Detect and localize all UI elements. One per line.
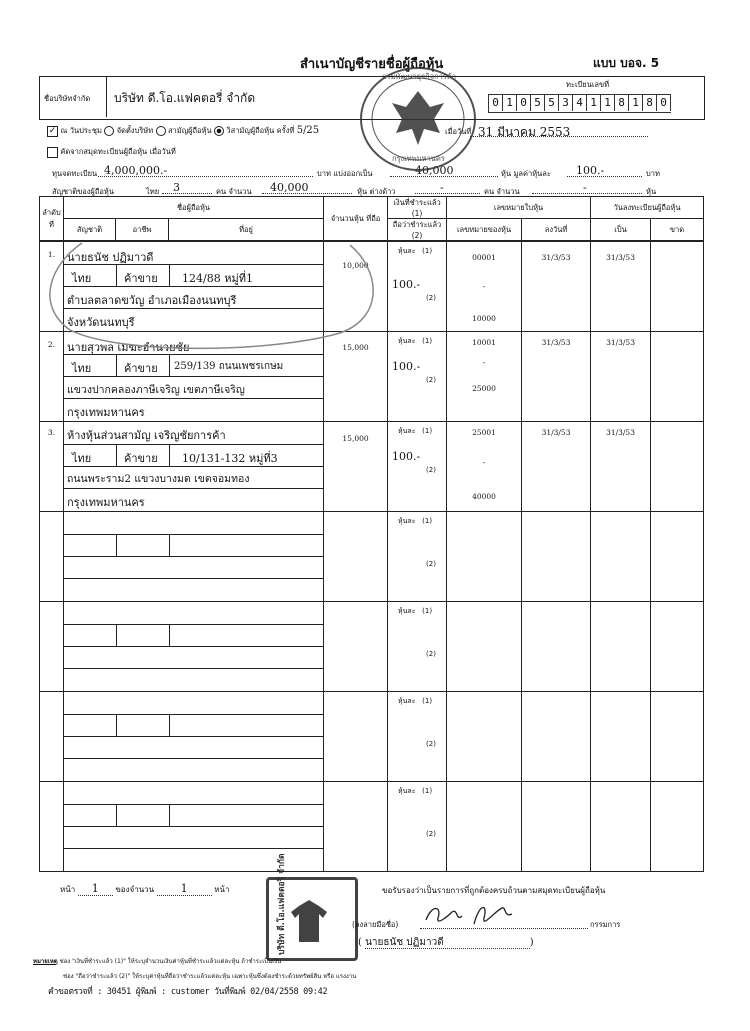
company-stamp: บริษัท ดี.โอ.แฟคตอรี่ จำกัด (266, 877, 358, 961)
copy-from-row: คัดจากสมุดทะเบียนผู้ถือหุ้น เมื่อวันที่ (47, 146, 176, 158)
company-name-label: ชื่อบริษัทจำกัด (44, 94, 91, 103)
meeting-count: 5/25 (296, 125, 320, 136)
meeting-date-label: เมื่อวันที่ (445, 127, 472, 136)
par-value: 100.- (576, 164, 605, 177)
total-shares: 40,000 (415, 164, 454, 177)
reg-digit: 8 (643, 95, 657, 111)
reg-digit: 1 (587, 95, 601, 111)
table-row: หุ้นละ (1) (2) (40, 511, 704, 601)
reg-digit: 8 (615, 95, 629, 111)
company-name: บริษัท ดี.โอ.แฟคตอรี่ จำกัด (114, 91, 256, 105)
col-header-no: ลำดับ ที่ (40, 197, 64, 242)
reg-digit: 0 (489, 95, 503, 111)
handdrawn-oval (30, 225, 390, 355)
ministry-stamp-ring-text: กรมพัฒนาธุรกิจการค้า (382, 72, 457, 81)
on-meeting-checkbox: ✓ (48, 125, 57, 136)
reg-digit: 1 (601, 95, 615, 111)
thai-share-count: 40,000 (270, 181, 309, 194)
table-row: 2. นายสุวพล เมฆะอำนวยชัย ไทย ค้าขาย 259/139 ถนนเพชรเกษม แขวงปากคลองภาษีเจริญ เขตภาษีเจริญ กรุงเทพมหานคร 15,000 หุ้นละ (1) 100.- (2) 10001 - 25000 31/3/53 31/3/53 (40, 331, 704, 421)
shares-held: 15,000 (342, 342, 369, 352)
table-row: หุ้นละ (1) (2) (40, 601, 704, 691)
signature-scribble (418, 898, 528, 930)
reg-digit: 0 (657, 95, 671, 111)
reg-digit: 1 (629, 95, 643, 111)
request-line: คำขอตรวจที่ : 30451 ผู้พิมพ์ : customer วันที่พิมพ์ 02/04/2558 09:42 (48, 987, 328, 997)
form-title: สำเนาบัญชีรายชื่อผู้ถือหุ้น (300, 57, 444, 72)
form-code: แบบ บอจ. 5 (593, 56, 660, 70)
reg-digit: 3 (559, 95, 573, 111)
ministry-stamp (360, 67, 476, 171)
table-row: หุ้นละ (1) (2) (40, 781, 704, 871)
col-header-holder: ชื่อผู้ถือหุ้น (64, 197, 324, 219)
note-block: หมายเหตุ ช่อง "เงินที่ชำระแล้ว (1)" ให้ระบุจำนวนเงินค่าหุ้นที่ชำระแล้วแต่ละหุ้น ถ้าชำระเป็นเงิน ช่อง "ถือว่าชำระแล้ว (2)" ให้ระบุค่าหุ้นที่ถือว่าชำระแล้วแต่ละหุ้น เฉพาะหุ้นซึ่งต้องชำระด้วยทรัพย์สิน หรือ แรงงาน (33, 958, 357, 980)
radio-ordinary (156, 126, 166, 136)
director-label: กรรมการ (590, 920, 621, 929)
col-header-certs: เลขหมายใบหุ้น (447, 197, 591, 219)
table-row: 1. นายธนัช ปฏิมาวดี ไทย ค้าขาย 124/88 หมู่ที่1 ตำบลตลาดขวัญ อำเภอเมืองนนทบุรี จังหวัดนนทบุรี 10,000 หุ้นละ (1) 100.- (2) 00001 - 10000 31/3/53 31/3/53 (40, 241, 704, 331)
shirt-logo-icon (291, 900, 327, 942)
table-row: 3. ห้างหุ้นส่วนสามัญ เจริญชัยการค้า ไทย ค้าขาย 10/131-132 หมู่ที่3 ถนนพระราม2 แขวงบางมด เขตจอมทอง กรุงเทพมหานคร 15,000 หุ้นละ (1) 100.- (2) 25001 - 40000 31/3/53 31/3/53 (40, 421, 704, 511)
col-header-register: วันลงทะเบียนผู้ถือหุ้น (591, 197, 704, 219)
col-header-paid: เงินที่ชำระแล้ว (1) (388, 197, 447, 219)
reg-digit: 5 (531, 95, 545, 111)
signer-name: ( นายธนัช ปฏิมาวดี ) (358, 937, 534, 948)
ministry-stamp-bottom-text: กรุงเทพมหานคร (392, 154, 445, 163)
meeting-options: ✓ ณ วันประชุม จัดตั้งบริษัท สามัญผู้ถือหุ้น วิสามัญผู้ถือหุ้น ครั้งที่ 5/25 (48, 125, 320, 136)
shareholder-table: ลำดับ ที่ ชื่อผู้ถือหุ้น จำนวนหุ้น ที่ถือ เงินที่ชำระแล้ว (1) เลขหมายใบหุ้น วันลงทะเบียนผู้ถือหุ้น สัญชาติ อาชีพ ที่อยู่ ถือว่าชำระแล้ว (2) เลขหมายของหุ้น ลงวันที่ เป็น ขาด 1. นายธนัช ปฏิมาวดี ไทย ค้าขาย 124/88 หมู่ที่1 ตำบลตลาดขวัญ อำเภอเมืองนนทบุรี จังหวัดนนทบุรี 10,000 หุ้นละ (1) 100.- (2) 00001 - 10000 31/3/53 31/3/53 2. นายสุวพล เมฆะอำนวยชัย ไทย ค้าขาย 259/139 ถนนเพชรเกษม แขวงปากคลองภาษีเจริญ เขตภาษีเจริญ กรุงเทพมหานคร 15,000 หุ้นละ (1) 100.- (2) 10001 - 25000 31/3/53 31/3/53 3. ห้างหุ้นส่วนสามัญ เจริญชัยการค้า ไทย ค้าขาย 10/131-132 หมู่ที่3 ถนนพระราม2 แขวงบางมด เขตจอมทอง กรุงเทพมหานคร 15,000 หุ้นละ (1) 100.- (2) 25001 - 40000 31/3/53 31/3/53 หุ้นละ (1) (2) หุ้นละ (1) (2) หุ้นละ (1) (2) หุ้นละ (1) (2) (39, 196, 704, 872)
copy-from-checkbox (47, 147, 58, 158)
shares-held: 15,000 (342, 433, 369, 443)
holder-name: นายธนัช ปฏิมาวดี (67, 251, 154, 264)
shares-held: 10,000 (342, 261, 369, 270)
meeting-date: 31 มีนาคม 2553 (478, 125, 571, 139)
thai-holder-count: 3 (173, 181, 180, 194)
table-row: หุ้นละ (1) (2) (40, 691, 704, 781)
certify-text: ขอรับรองว่าเป็นรายการที่ถูกต้องครบถ้วนตามสมุดทะเบียนผู้ถือหุ้น (382, 886, 606, 895)
reg-no-boxes (488, 94, 671, 113)
sign-label: (ลงลายมือชื่อ) (352, 920, 399, 929)
garuda-emblem-icon (392, 91, 444, 145)
radio-extraordinary (214, 126, 224, 136)
registered-capital: 4,000,000.- (104, 164, 168, 177)
radio-establish (104, 126, 114, 136)
page-count: หน้า 1 ของจำนวน 1 หน้า (60, 882, 230, 895)
reg-digit: 4 (573, 95, 587, 111)
holder-name: ห้างหุ้นส่วนสามัญ เจริญชัยการค้า (67, 428, 226, 442)
reg-digit: 0 (517, 95, 531, 111)
holder-name: นายสุวพล เมฆะอำนวยชัย (67, 340, 190, 354)
col-header-shares: จำนวนหุ้น ที่ถือ (324, 197, 388, 242)
reg-digit: 5 (545, 95, 559, 111)
reg-no-label: ทะเบียนเลขที่ (566, 80, 610, 89)
reg-digit: 1 (503, 95, 517, 111)
